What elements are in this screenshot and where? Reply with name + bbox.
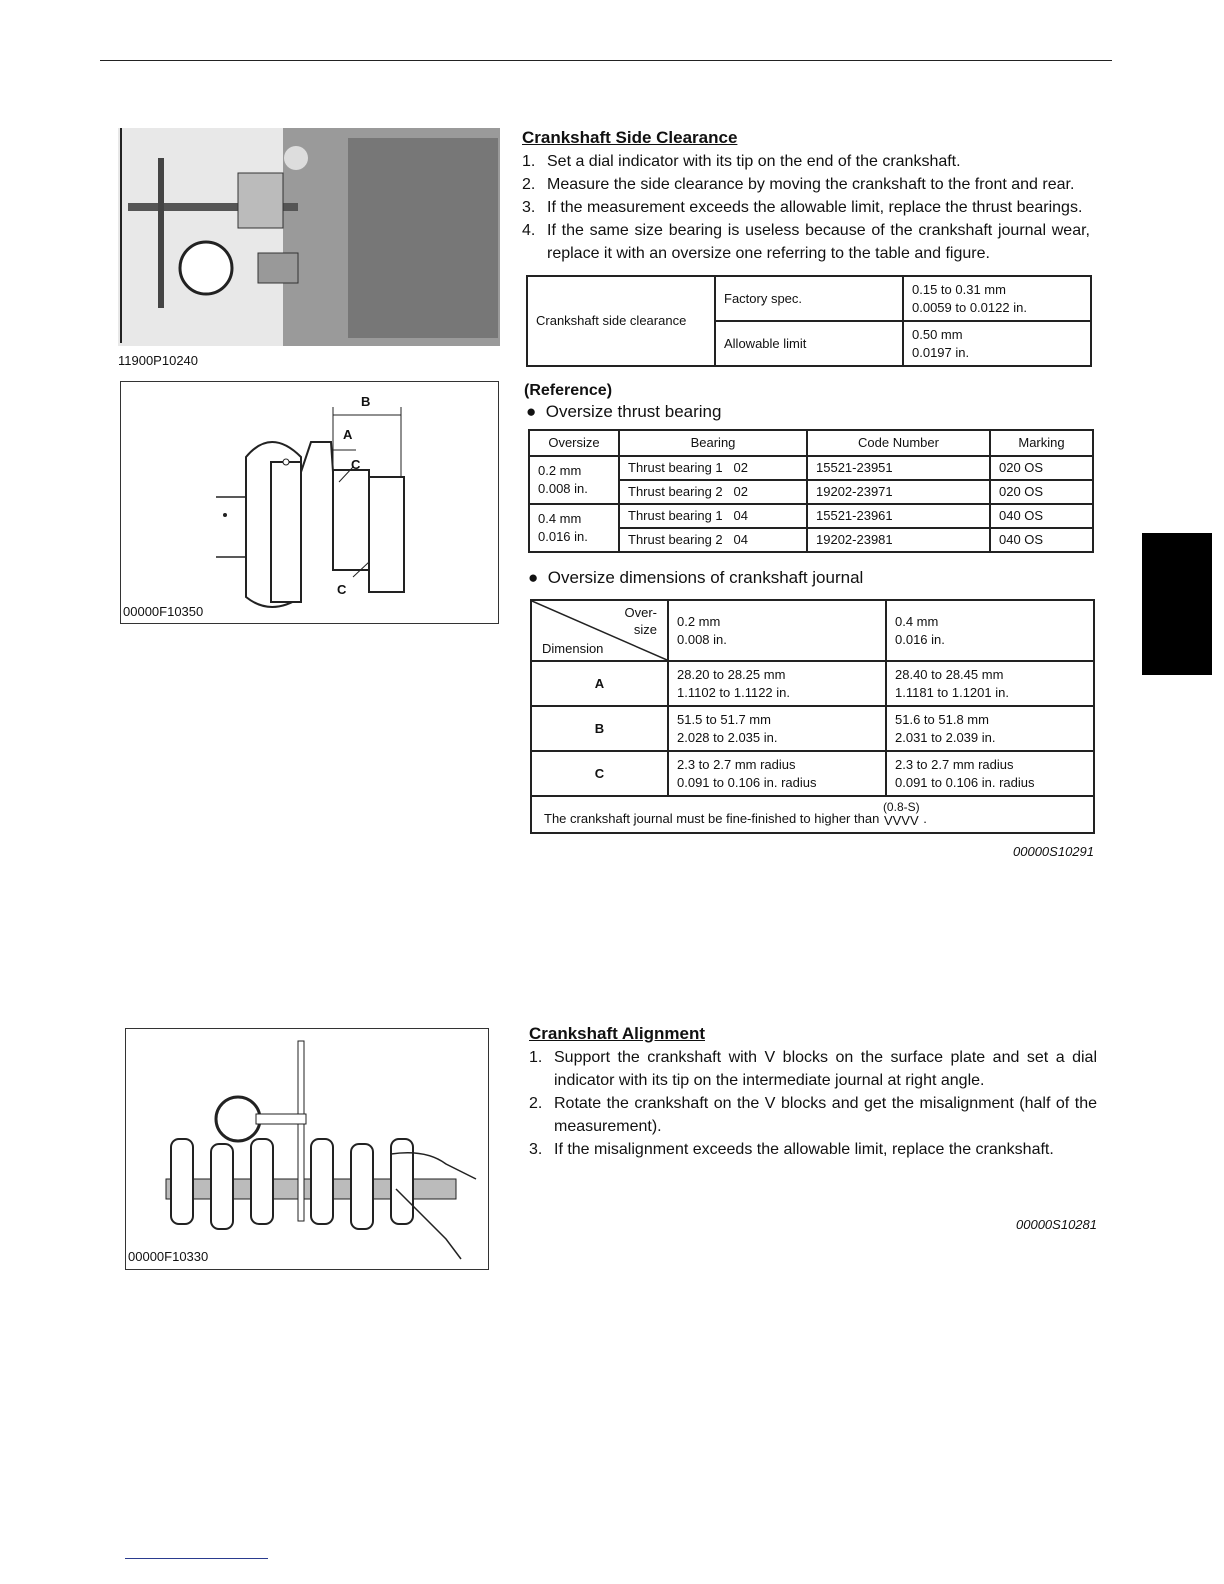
spec-value-mm: 0.50 mm (912, 326, 963, 342)
value-cell (886, 661, 1094, 706)
reference-heading: (Reference) (524, 382, 613, 399)
bearing-cell: Thrust bearing 2 04 (619, 528, 807, 552)
value-in: 2.031 to 2.039 in. (895, 729, 996, 745)
note-text: The crankshaft journal must be fine-finished to higher than (544, 811, 880, 826)
value-in: 2.028 to 2.035 in. (677, 729, 778, 745)
col-header: Code Number (807, 430, 990, 456)
spec-value (903, 321, 1091, 366)
code-cell: 19202-23981 (807, 528, 990, 552)
finish-mark: VVVV (883, 813, 919, 828)
bullet-journal-dimensions (528, 567, 863, 589)
side-clearance-photo (118, 128, 500, 372)
value-mm: 28.40 to 28.45 mm (895, 666, 1004, 682)
spec-label: Factory spec. (715, 276, 903, 321)
bearing-cell: Thrust bearing 2 02 (619, 480, 807, 504)
marking-cell: 020 OS (990, 456, 1093, 480)
step-text: If the same size bearing is useless because of the crankshaft journal wear, replace it with an oversize one referring to the table and figure. (547, 222, 1090, 262)
step-text: If the measurement exceeds the allowable limit, replace the thrust bearings. (547, 199, 1083, 216)
size-mm: 0.4 mm (538, 511, 582, 526)
col-header (886, 600, 1094, 661)
dial-indicator-photo-image (118, 128, 500, 372)
value-mm: 2.3 to 2.7 mm radius (895, 756, 1014, 772)
journal-diagram (120, 381, 499, 624)
side-clearance-steps (522, 150, 1090, 265)
table-row (531, 706, 1094, 751)
step-number: 2. (529, 1095, 543, 1112)
photo-caption: 11900P10240 (118, 353, 199, 368)
value-mm: 28.20 to 28.25 mm (677, 666, 786, 682)
marking-cell: 040 OS (990, 528, 1093, 552)
col-in: 0.016 in. (895, 631, 945, 647)
section-title-alignment: Crankshaft Alignment (529, 1024, 706, 1043)
oversize-cell (529, 456, 619, 504)
marking-cell: 040 OS (990, 504, 1093, 528)
note-row (531, 796, 1094, 833)
step-number: 3. (522, 199, 536, 216)
bullet-oversize-bearing (526, 401, 721, 423)
over-label: Over- (624, 605, 657, 620)
oversize-cell (529, 504, 619, 552)
col-mm: 0.2 mm (677, 613, 721, 629)
surface-finish-symbol (883, 800, 920, 828)
table-row (529, 456, 1093, 480)
bullet-icon: ● (528, 568, 548, 587)
oversize-bearing-table (528, 429, 1094, 553)
bullet-text: Oversize dimensions of crankshaft journal (547, 568, 864, 587)
size-label: size (633, 622, 657, 637)
value-cell (668, 661, 886, 706)
value-cell (886, 706, 1094, 751)
side-clearance-spec-table (526, 275, 1092, 367)
value-cell (668, 751, 886, 796)
crankshaft-journal-drawing (121, 382, 498, 623)
journal-dimension-table (530, 599, 1095, 834)
step (522, 219, 1090, 265)
col-header: Bearing (619, 430, 807, 456)
spec-label: Allowable limit (715, 321, 903, 366)
step-number: 4. (522, 222, 536, 239)
spec-value-in: 0.0197 in. (912, 344, 970, 360)
alignment-steps (529, 1046, 1097, 1161)
alignment-figure (125, 1028, 489, 1270)
step (522, 173, 1090, 196)
header-rule (100, 60, 1112, 61)
diagram-caption: 00000F10350 (123, 604, 204, 619)
spec-value-in: 0.0059 to 0.0122 in. (912, 299, 1027, 315)
code-cell: 15521-23961 (807, 504, 990, 528)
col-header: Oversize (529, 430, 619, 456)
step (522, 150, 1090, 173)
value-in: 0.091 to 0.106 in. radius (895, 774, 1035, 790)
code-cell: 19202-23971 (807, 480, 990, 504)
step-text: Rotate the crankshaft on the V blocks and get the misalignment (half of the measurement). (554, 1095, 1097, 1135)
bullet-icon: ● (526, 402, 546, 421)
dim-cell: C (531, 751, 668, 796)
corner-cell (531, 600, 668, 661)
dim-cell: B (531, 706, 668, 751)
col-header: Marking (990, 430, 1093, 456)
label-c-top: C (351, 457, 361, 472)
section-code: 00000S10291 (1013, 844, 1094, 859)
section-thumb-tab (1142, 533, 1212, 675)
alignment-column (529, 1023, 1097, 1232)
step-number: 1. (529, 1049, 543, 1066)
size-in: 0.016 in. (538, 529, 588, 544)
finish-note: The crankshaft journal must be fine-finished to higher than (0.8-S) VVVV . (531, 796, 1094, 833)
step-number: 3. (529, 1141, 543, 1158)
section-title-side-clearance: Crankshaft Side Clearance (522, 128, 738, 147)
step (522, 196, 1090, 219)
value-cell (668, 706, 886, 751)
dim-cell: A (531, 661, 668, 706)
value-cell (886, 751, 1094, 796)
step (529, 1092, 1097, 1138)
value-in: 1.1102 to 1.1122 in. (677, 684, 791, 700)
bearing-cell: Thrust bearing 1 02 (619, 456, 807, 480)
spec-value (903, 276, 1091, 321)
value-in: 1.1181 to 1.1201 in. (895, 684, 1009, 700)
bullet-text: Oversize thrust bearing (545, 402, 722, 421)
side-clearance-column (522, 127, 1094, 859)
table-row (529, 504, 1093, 528)
step-number: 2. (522, 176, 536, 193)
col-header (668, 600, 886, 661)
table-row (531, 661, 1094, 706)
value-mm: 51.6 to 51.8 mm (895, 711, 989, 727)
figure-caption: 00000F10330 (128, 1249, 209, 1264)
footer-rule (125, 1558, 268, 1559)
section-code: 00000S10281 (1016, 1217, 1097, 1232)
corner-header-top (542, 604, 657, 638)
value-mm: 2.3 to 2.7 mm radius (677, 756, 796, 772)
step (529, 1138, 1097, 1161)
value-in: 0.091 to 0.106 in. radius (677, 774, 817, 790)
finish-value: (0.8-S) (882, 800, 920, 814)
size-in: 0.008 in. (538, 481, 588, 496)
step-text: Support the crankshaft with V blocks on the surface plate and set a dial indicator with its tip on the intermediate journal at right angle. (554, 1049, 1097, 1089)
label-b: B (361, 394, 371, 409)
label-a: A (343, 427, 353, 442)
step (529, 1046, 1097, 1092)
crankshaft-v-block-drawing (126, 1029, 488, 1269)
col-mm: 0.4 mm (895, 613, 939, 629)
spec-item: Crankshaft side clearance (527, 276, 715, 366)
size-mm: 0.2 mm (538, 463, 582, 478)
step-text: Measure the side clearance by moving the crankshaft to the front and rear. (547, 176, 1075, 193)
spec-value-mm: 0.15 to 0.31 mm (912, 281, 1006, 297)
dimension-label: Dimension (542, 641, 604, 656)
step-number: 1. (522, 153, 536, 170)
marking-cell: 020 OS (990, 480, 1093, 504)
table-row (531, 751, 1094, 796)
step-text: Set a dial indicator with its tip on the end of the crankshaft. (547, 153, 961, 170)
col-in: 0.008 in. (677, 631, 727, 647)
bearing-cell: Thrust bearing 1 04 (619, 504, 807, 528)
code-cell: 15521-23951 (807, 456, 990, 480)
step-text: If the misalignment exceeds the allowable limit, replace the crankshaft. (554, 1141, 1054, 1158)
label-c-bottom: C (337, 582, 347, 597)
value-mm: 51.5 to 51.7 mm (677, 711, 771, 727)
